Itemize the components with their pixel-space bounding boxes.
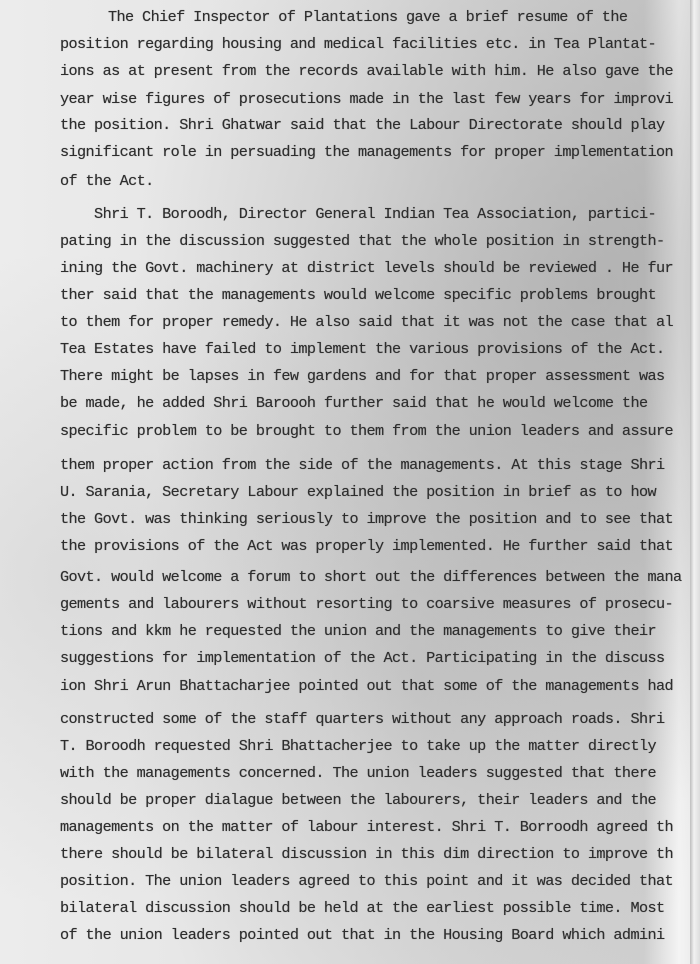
text-line: the position. Shri Ghatwar said that the Labour Directorate should play (60, 116, 665, 134)
text-line: pating in the discussion suggested that the whole position in strength- (60, 232, 665, 250)
text-line: position. The union leaders agreed to this point and it was decided that (60, 872, 674, 890)
text-line: to them for proper remedy. He also said that it was not the case that al (60, 313, 674, 331)
text-line: specific problem to be brought to them from the union leaders and assure (60, 422, 674, 440)
text-line: gements and labourers without resorting to coarsive measures of prosecu- (60, 595, 674, 613)
text-line: ining the Govt. machinery at district levels should be reviewed . He fur (60, 259, 674, 277)
text-line: there should be bilateral discussion in this dim direction to improve th (60, 845, 674, 863)
text-line: ther said that the managements would welcome specific problems brought (60, 286, 656, 304)
text-line: of the union leaders pointed out that in the Housing Board which admini (60, 926, 665, 944)
text-line: Govt. would welcome a forum to short out the differences between the mana (60, 568, 682, 586)
text-line: suggestions for implementation of the Act. Participating in the discuss (60, 649, 665, 667)
text-line: The Chief Inspector of Plantations gave a brief resume of the (108, 8, 628, 26)
text-line: constructed some of the staff quarters without any approach roads. Shri (60, 710, 665, 728)
text-line: U. Sarania, Secretary Labour explained the position in brief as to how (60, 483, 656, 501)
text-line: significant role in persuading the managements for proper implementation (60, 143, 674, 161)
text-line: Tea Estates have failed to implement the various provisions of the Act. (60, 340, 665, 358)
text-line: be made, he added Shri Baroooh further said that he would welcome the (60, 394, 648, 412)
text-line: Shri T. Boroodh, Director General Indian Tea Association, partici- (60, 205, 656, 223)
text-line: position regarding housing and medical facilities etc. in Tea Plantat- (60, 35, 656, 53)
text-line: should be proper dialague between the labourers, their leaders and the (60, 791, 656, 809)
text-line: managements on the matter of labour interest. Shri T. Borroodh agreed th (60, 818, 674, 836)
text-line: of the Act. (60, 172, 154, 190)
text-line: them proper action from the side of the managements. At this stage Shri (60, 456, 665, 474)
text-line: ion Shri Arun Bhattacharjee pointed out that some of the managements had (60, 677, 674, 695)
text-line: tions and kkm he requested the union and the managements to give their (60, 622, 656, 640)
text-line: the provisions of the Act was properly implemented. He further said that (60, 537, 674, 555)
text-line: the Govt. was thinking seriously to improve the position and to see that (60, 510, 674, 528)
text-line: There might be lapses in few gardens and for that proper assessment was (60, 367, 665, 385)
text-line: year wise figures of prosecutions made in the last few years for improvi (60, 90, 674, 108)
text-line: with the managements concerned. The union leaders suggested that there (60, 764, 656, 782)
text-line: T. Boroodh requested Shri Bhattacherjee to take up the matter directly (60, 737, 656, 755)
text-line: bilateral discussion should be held at the earliest possible time. Most (60, 899, 665, 917)
text-line: ions as at present from the records available with him. He also gave the (60, 62, 674, 80)
